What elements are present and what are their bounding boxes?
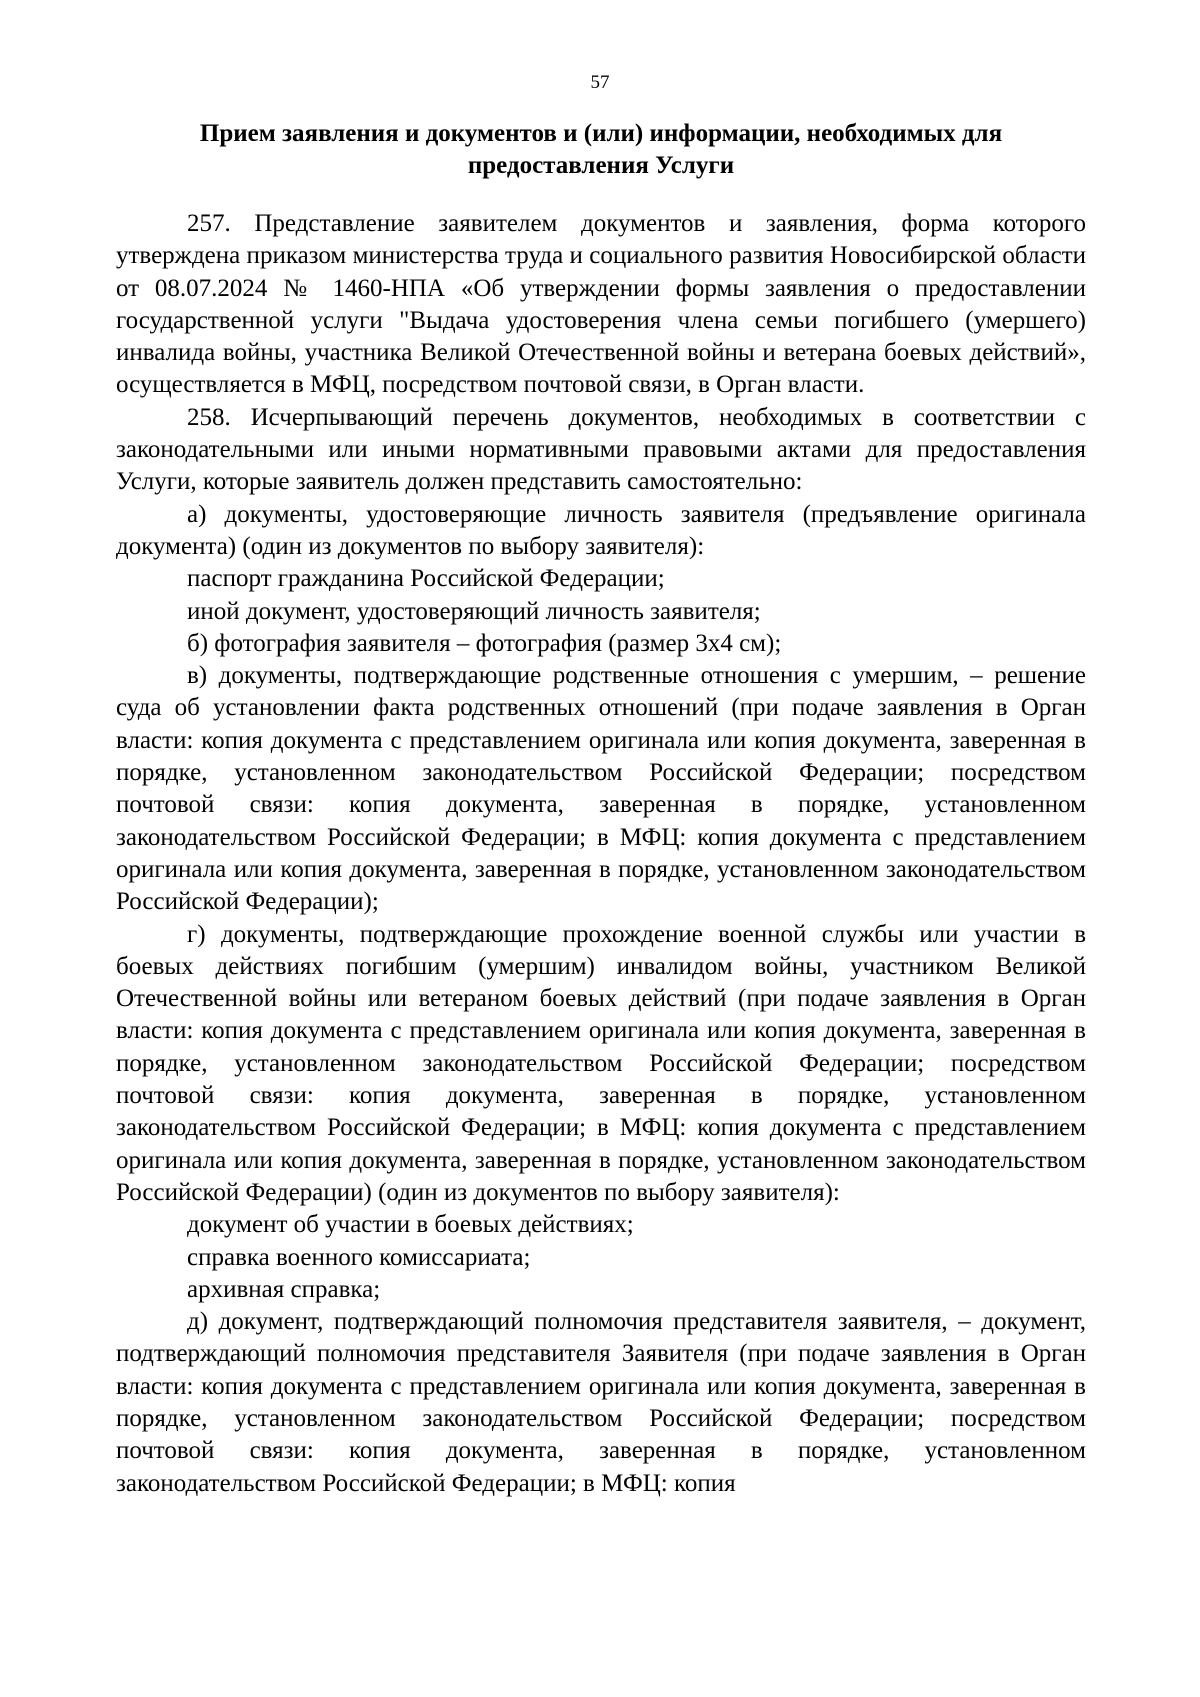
list-item-d: д) документ, подтверждающий полномочия представителя заявителя, – документ, подтверждающий полномочия представителя Заявителя (при подаче заявления в Орган власти: копия документа с представлением оригинала или копия документа, заверенная в порядке, установленном законодательством Российской Федерации; посредством почтовой связи: копия документа, заверенная в порядке, установленном законодательством Российской Федерации; в МФЦ: копия [116,1308,1086,1497]
list-item-b: б) фотография заявителя – фотография (размер 3х4 см); [187,629,782,657]
list-subitem-military-certificate: справка военного комиссариата; [187,1243,531,1271]
list-item-a: а) документы, удостоверяющие личность заявителя (предъявление оригинала документа) (один из документов по выбору заявителя): [116,500,1086,560]
list-subitem-combat-document: документ об участии в боевых действиях; [187,1211,634,1239]
list-item-g: г) документы, подтверждающие прохождение военной службы или участии в боевых действиях погибшим (умершим) инвалидом войны, участником Великой Отечественной войны или ветераном боевых действий (при подаче заявления в Орган власти: копия документа с представлением оригинала или копия документа, заверенная в порядке, установленном законодательством Российской Федерации; посредством почтовой связи: копия документа, заверенная в порядке, установленном законодательством Российской Федерации; в МФЦ: копия документа с представлением оригинала или копия документа, заверенная в порядке, установленном законодательством Российской Федерации) (один из документов по выбору заявителя): [116,920,1086,1206]
document-body [116,208,1086,1500]
paragraph-258: 258. Исчерпывающий перечень документов, необходимых в соответствии с законодательными или иными нормативными правовыми актами для предоставления Услуги, которые заявитель должен представить самостоятельно: [116,403,1086,496]
list-subitem-passport: паспорт гражданина Российской Федерации; [187,565,665,593]
list-item-v: в) документы, подтверждающие родственные отношения с умершим, – решение суда об установлении факта родственных отношений (при подаче заявления в Орган власти: копия документа с представлением оригинала или копия документа, заверенная в порядке, установленном законодательством Российской Федерации; посредством почтовой связи: копия документа, заверенная в порядке, установленном законодательством Российской Федерации; в МФЦ: копия документа с представлением оригинала или копия документа, заверенная в порядке, установленном законодательством Российской Федерации); [116,662,1086,916]
list-subitem-archive-certificate: архивная справка; [187,1275,381,1303]
page-number: 57 [590,72,610,93]
paragraph-257: 257. Представление заявителем документов и заявления, форма которого утверждена приказом министерства труда и социального развития Новосибирской области от 08.07.2024 № 1460-НПА «Об утверждении формы заявления о предоставлении государственной услуги "Выдача удостоверения члена семьи погибшего (умершего) инвалида войны, участника Великой Отечественной войны и ветерана боевых действий», осуществляется в МФЦ, посредством почтовой связи, в Орган власти. [116,210,1086,399]
list-subitem-other-id: иной документ, удостоверяющий личность заявителя; [187,597,761,625]
section-heading: Прием заявления и документов и (или) информации, необходимых для предоставления Услуги [199,120,1003,179]
